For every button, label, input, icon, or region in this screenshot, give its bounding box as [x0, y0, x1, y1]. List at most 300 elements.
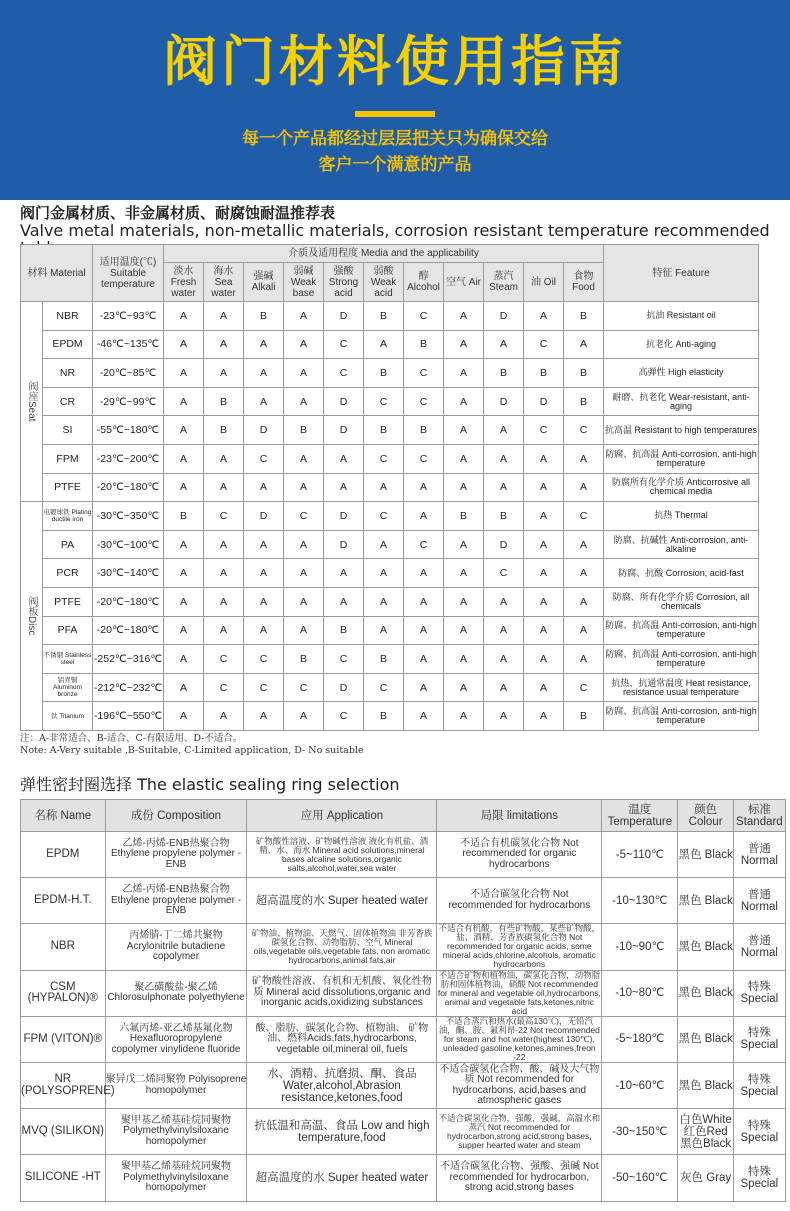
- rating-cell: B: [484, 359, 524, 388]
- rating-cell: A: [164, 302, 204, 331]
- seal-app: 抗低温和高温、食品 Low and high temperature,food: [247, 1109, 437, 1155]
- material-name: PTFE: [43, 473, 93, 502]
- rating-cell: A: [284, 473, 324, 502]
- title-underline: [355, 111, 435, 117]
- seal-name: NR (POLYSOPRENE): [21, 1062, 106, 1108]
- seal-temp: -10~80℃: [602, 970, 678, 1016]
- rating-cell: A: [564, 559, 604, 588]
- seal-name: MVQ (SILIKON): [21, 1109, 106, 1155]
- rating-cell: C: [484, 559, 524, 588]
- seal-name: EPDM: [21, 832, 106, 878]
- rating-cell: A: [164, 416, 204, 445]
- rating-cell: A: [524, 302, 564, 331]
- seal-name: NBR: [21, 924, 106, 970]
- seal-std: 普通 Normal: [733, 878, 785, 924]
- table-row: [21, 924, 786, 970]
- rating-cell: A: [164, 702, 204, 731]
- hero-subtitle-line2: 客户一个满意的产品: [318, 155, 472, 175]
- seal-header-3: 局限 limitations: [437, 800, 602, 832]
- rating-cell: A: [524, 616, 564, 645]
- rating-cell: A: [324, 473, 364, 502]
- feature-text: 抗油 Resistant oil: [604, 302, 759, 331]
- seal-header-5: 颜色 Colour: [678, 800, 733, 832]
- rating-cell: D: [324, 530, 364, 559]
- header-media-2: 强碱 Alkali: [244, 263, 284, 302]
- feature-text: 高弹性 High elasticity: [604, 359, 759, 388]
- rating-cell: D: [324, 673, 364, 702]
- seal-std: 特殊 Special: [733, 1016, 785, 1062]
- rating-cell: A: [244, 387, 284, 416]
- table-row: [21, 387, 759, 416]
- material-name: PA: [43, 530, 93, 559]
- rating-cell: A: [324, 559, 364, 588]
- feature-text: 防腐、抗酸 Corrosion, acid-fast: [604, 559, 759, 588]
- seal-temp: -5~180℃: [602, 1016, 678, 1062]
- seal-color: 黑色 Black: [678, 924, 733, 970]
- hero-subtitle-line1: 每一个产品都经过层层把关只为确保交给: [242, 129, 548, 149]
- rating-cell: A: [484, 473, 524, 502]
- header-media-9: 油 Oil: [524, 263, 564, 302]
- rating-cell: A: [164, 359, 204, 388]
- temperature-range: -23℃~200℃: [93, 444, 164, 473]
- material-name: PFA: [43, 616, 93, 645]
- header-media-5: 弱酸 Weak acid: [364, 263, 404, 302]
- rating-cell: D: [524, 387, 564, 416]
- rating-cell: A: [444, 473, 484, 502]
- rating-cell: C: [564, 502, 604, 531]
- rating-cell: A: [284, 702, 324, 731]
- table-row: [21, 302, 759, 331]
- seal-color: 黑色 Black: [678, 1062, 733, 1108]
- table2-title: 弹性密封圈选择 The elastic sealing ring selection: [20, 775, 400, 794]
- rating-cell: D: [324, 302, 364, 331]
- seal-comp: 乙烯-丙烯-ENB热聚合物 Ethylene propylene polymer -ENB: [105, 832, 247, 878]
- seal-color: 黑色 Black: [678, 878, 733, 924]
- rating-cell: A: [444, 416, 484, 445]
- rating-cell: A: [284, 302, 324, 331]
- rating-cell: D: [324, 416, 364, 445]
- rating-cell: A: [564, 645, 604, 674]
- rating-cell: C: [404, 530, 444, 559]
- hero-banner: [0, 0, 790, 200]
- rating-cell: A: [244, 473, 284, 502]
- rating-cell: D: [244, 416, 284, 445]
- header-media-8: 蒸汽 Steam: [484, 263, 524, 302]
- material-name: FPM: [43, 444, 93, 473]
- rating-cell: A: [204, 702, 244, 731]
- feature-text: 耐磨、抗老化 Wear-resistant, anti-aging: [604, 387, 759, 416]
- rating-cell: B: [364, 416, 404, 445]
- seal-name: SILICONE -HT: [21, 1155, 106, 1201]
- rating-cell: A: [524, 473, 564, 502]
- feature-text: 抗热 Thermal: [604, 502, 759, 531]
- temperature-range: -29℃~99℃: [93, 387, 164, 416]
- rating-cell: A: [204, 530, 244, 559]
- temperature-range: -20℃~85℃: [93, 359, 164, 388]
- table-row: [21, 970, 786, 1016]
- table-row: [21, 645, 759, 674]
- seal-lim: 不适合碳氢化合物、强酸、强碱 Not recommended for hydrocarbon, strong acid,strong bases: [437, 1155, 602, 1201]
- seal-temp: -10~90℃: [602, 924, 678, 970]
- seal-comp: 聚甲基乙烯基硅烷同聚物 Polymethylvinylsiloxane homopolymer: [105, 1155, 247, 1201]
- rating-cell: A: [524, 645, 564, 674]
- rating-cell: A: [404, 673, 444, 702]
- header-media-6: 醇 Alcohol: [404, 263, 444, 302]
- seal-color: 白色White 红色Red 黑色Black: [678, 1109, 733, 1155]
- rating-cell: A: [564, 444, 604, 473]
- rating-cell: A: [444, 530, 484, 559]
- rating-cell: A: [204, 330, 244, 359]
- feature-text: 抗高温 Resistant to high temperatures: [604, 416, 759, 445]
- rating-cell: A: [484, 616, 524, 645]
- seal-header-1: 成份 Composition: [105, 800, 247, 832]
- rating-cell: A: [164, 616, 204, 645]
- rating-cell: A: [164, 559, 204, 588]
- rating-cell: A: [524, 702, 564, 731]
- temperature-range: -30℃~100℃: [93, 530, 164, 559]
- rating-cell: A: [564, 530, 604, 559]
- rating-cell: A: [204, 473, 244, 502]
- rating-cell: C: [364, 444, 404, 473]
- rating-cell: A: [244, 616, 284, 645]
- header-media-3: 弱碱 Weak base: [284, 263, 324, 302]
- rating-cell: A: [244, 530, 284, 559]
- table-row: [21, 1109, 786, 1155]
- material-name: 钛 Titanium: [43, 702, 93, 731]
- rating-cell: A: [524, 673, 564, 702]
- seal-app: 酸、脂肪、碳氢化合物、植物油、 矿物油、燃料Acids,fats,hydrocarbons, vegetable oil,mineral oil, fuels: [247, 1016, 437, 1062]
- rating-cell: B: [444, 502, 484, 531]
- seal-color: 黑色 Black: [678, 832, 733, 878]
- header-material: 材料 Material: [21, 245, 93, 302]
- rating-cell: A: [204, 587, 244, 616]
- rating-cell: A: [244, 359, 284, 388]
- table-row: [21, 559, 759, 588]
- rating-cell: A: [204, 359, 244, 388]
- seal-std: 普通 Normal: [733, 832, 785, 878]
- rating-cell: C: [204, 645, 244, 674]
- rating-cell: A: [284, 359, 324, 388]
- rating-cell: A: [404, 559, 444, 588]
- seal-app: 水、酒精、抗磨损、酮、食品 Water,alcohol,Abrasion resistance,ketones,food: [247, 1062, 437, 1108]
- rating-cell: A: [444, 559, 484, 588]
- rating-cell: B: [564, 302, 604, 331]
- material-name: CR: [43, 387, 93, 416]
- rating-cell: A: [444, 587, 484, 616]
- seal-comp: 聚异戊二烯同聚物 Polyisoprene homopolymer: [105, 1062, 247, 1108]
- rating-cell: A: [164, 645, 204, 674]
- rating-cell: A: [404, 473, 444, 502]
- seal-app: 超高温度的水 Super heated water: [247, 1155, 437, 1201]
- seal-color: 黑色 Black: [678, 1016, 733, 1062]
- rating-cell: A: [284, 387, 324, 416]
- rating-cell: B: [284, 416, 324, 445]
- rating-cell: A: [244, 702, 284, 731]
- rating-cell: B: [484, 502, 524, 531]
- rating-cell: A: [204, 302, 244, 331]
- table-row: [21, 359, 759, 388]
- material-recommendation-table: [20, 244, 759, 731]
- rating-cell: B: [564, 387, 604, 416]
- group-seat: 阀座Seat: [21, 302, 43, 502]
- feature-text: 防腐、抗高温 Anti-corrosion, anti-high temperature: [604, 616, 759, 645]
- rating-cell: A: [404, 502, 444, 531]
- seal-comp: 聚甲基乙烯基硅烷同聚物 Polymethylvinylsiloxane homopolymer: [105, 1109, 247, 1155]
- rating-cell: C: [364, 502, 404, 531]
- feature-text: 防腐、抗高温 Anti-corrosion, anti-high temperature: [604, 702, 759, 731]
- seal-app: 超高温度的水 Super heated water: [247, 878, 437, 924]
- rating-cell: A: [284, 530, 324, 559]
- material-name: SI: [43, 416, 93, 445]
- rating-cell: A: [364, 559, 404, 588]
- table-row: [21, 330, 759, 359]
- rating-cell: A: [484, 702, 524, 731]
- rating-cell: C: [324, 645, 364, 674]
- header-media-1: 海水 Sea water: [204, 263, 244, 302]
- table-row: [21, 502, 759, 531]
- rating-cell: D: [324, 502, 364, 531]
- seal-temp: -10~130℃: [602, 878, 678, 924]
- rating-cell: A: [364, 530, 404, 559]
- table1-title-en: Valve metal materials, non-metallic materials, corrosion resistant temperature recommended: [20, 221, 770, 240]
- rating-cell: C: [284, 502, 324, 531]
- temperature-range: -55℃~180℃: [93, 416, 164, 445]
- rating-cell: A: [524, 502, 564, 531]
- rating-cell: A: [244, 330, 284, 359]
- rating-cell: A: [484, 587, 524, 616]
- rating-cell: A: [164, 444, 204, 473]
- rating-cell: B: [324, 616, 364, 645]
- rating-cell: A: [164, 387, 204, 416]
- rating-cell: C: [324, 702, 364, 731]
- rating-cell: A: [164, 530, 204, 559]
- seal-header-6: 标准 Standard: [733, 800, 785, 832]
- table-row: [21, 416, 759, 445]
- rating-cell: C: [524, 416, 564, 445]
- temperature-range: -196℃~550℃: [93, 702, 164, 731]
- rating-cell: B: [524, 359, 564, 388]
- rating-cell: B: [404, 416, 444, 445]
- rating-cell: A: [524, 559, 564, 588]
- seal-header-0: 名称 Name: [21, 800, 106, 832]
- seal-temp: -10~60℃: [602, 1062, 678, 1108]
- rating-cell: A: [164, 587, 204, 616]
- rating-cell: A: [444, 302, 484, 331]
- seal-color: 黑色 Black: [678, 970, 733, 1016]
- table-row: [21, 530, 759, 559]
- material-name: 电镀球铁 Plating ductile iron: [43, 502, 93, 531]
- rating-cell: A: [484, 645, 524, 674]
- seal-comp: 聚乙磺酸盐-聚乙烯 Chlorosulphonate polyethylene: [105, 970, 247, 1016]
- rating-cell: C: [204, 502, 244, 531]
- rating-cell: A: [444, 702, 484, 731]
- rating-cell: A: [404, 616, 444, 645]
- rating-cell: A: [444, 673, 484, 702]
- rating-cell: B: [364, 645, 404, 674]
- rating-cell: A: [164, 330, 204, 359]
- rating-cell: A: [524, 530, 564, 559]
- rating-cell: C: [324, 330, 364, 359]
- rating-cell: A: [564, 587, 604, 616]
- feature-text: 抗热、抗通常温度 Heat resistance, resistance usual temperature: [604, 673, 759, 702]
- seal-std: 特殊 Special: [733, 1109, 785, 1155]
- seal-temp: -50~160℃: [602, 1155, 678, 1201]
- table-row: [21, 673, 759, 702]
- header-feature: 特征 Feature: [604, 245, 759, 302]
- rating-cell: D: [484, 302, 524, 331]
- material-name: 不锈钢 Stainless steel: [43, 645, 93, 674]
- seal-lim: 不适合有机碳氢化合物 Not recommended for organic hydrocarbons: [437, 832, 602, 878]
- rating-cell: A: [244, 587, 284, 616]
- rating-cell: C: [244, 673, 284, 702]
- rating-cell: A: [284, 444, 324, 473]
- rating-cell: C: [324, 359, 364, 388]
- rating-cell: C: [404, 302, 444, 331]
- temperature-range: -20℃~180℃: [93, 473, 164, 502]
- seal-lim: 不适合矿物和植物油，碳氢化合物，动物脂肪和固体植物油，硝酸 Not recommended for mineral and vegetable oil,hydrocarbons, animal and vegetable fats,ketones,nitric acid: [437, 969, 601, 1016]
- rating-cell: A: [564, 330, 604, 359]
- rating-cell: B: [284, 645, 324, 674]
- temperature-range: -212℃~232℃: [93, 673, 164, 702]
- rating-cell: D: [484, 387, 524, 416]
- rating-cell: C: [564, 673, 604, 702]
- seal-lim: 不适合蒸汽和热水(最高130℃)，无铅汽油，酮、胺、氟利昂-22 Not recommended for steam and hot water(highest 130℃), unleaded gasoline,ketones,amines,freon -22: [438, 1015, 600, 1062]
- seal-name: FPM (VITON)®: [21, 1016, 106, 1062]
- temperature-range: -30℃~350℃: [93, 502, 164, 531]
- material-name: PTFE: [43, 587, 93, 616]
- rating-cell: A: [444, 359, 484, 388]
- header-media-4: 强酸 Strong acid: [324, 263, 364, 302]
- rating-cell: A: [524, 587, 564, 616]
- rating-cell: A: [564, 616, 604, 645]
- feature-text: 防腐、抗碱性 Anti-corrosion, anti-alkaline: [604, 530, 759, 559]
- rating-cell: A: [484, 416, 524, 445]
- rating-cell: D: [324, 387, 364, 416]
- rating-cell: C: [404, 444, 444, 473]
- rating-cell: C: [364, 673, 404, 702]
- rating-cell: B: [364, 302, 404, 331]
- group-disc: 阀板Disc: [21, 502, 43, 731]
- table-row: [21, 1155, 786, 1201]
- rating-cell: A: [404, 587, 444, 616]
- temperature-range: -20℃~180℃: [93, 587, 164, 616]
- material-name: EPDM: [43, 330, 93, 359]
- rating-cell: A: [164, 473, 204, 502]
- material-name: NBR: [43, 302, 93, 331]
- rating-cell: B: [404, 330, 444, 359]
- seal-comp: 丙烯腈-丁二烯共聚物 Acrylonitrile butadiene copolymer: [105, 924, 247, 970]
- rating-cell: A: [484, 673, 524, 702]
- temperature-range: -20℃~180℃: [93, 616, 164, 645]
- rating-cell: C: [404, 387, 444, 416]
- rating-cell: A: [364, 473, 404, 502]
- rating-cell: C: [564, 416, 604, 445]
- seal-lim: 不适合碳氢化合物，强酸，强碱，高温水和蒸汽 Not recommended for hydrocarbon,strong acid,strong bases, supper hearted water and steam: [437, 1109, 602, 1155]
- rating-cell: A: [404, 702, 444, 731]
- rating-cell: C: [364, 387, 404, 416]
- rating-cell: A: [244, 559, 284, 588]
- seal-name: EPDM-H.T.: [21, 878, 106, 924]
- rating-cell: B: [244, 302, 284, 331]
- feature-text: 防腐、抗高温 Anti-corrosion, anti-high temperature: [604, 645, 759, 674]
- table-row: [21, 587, 759, 616]
- table-row: [21, 702, 759, 731]
- rating-cell: A: [444, 444, 484, 473]
- rating-cell: A: [404, 645, 444, 674]
- table-row: [21, 444, 759, 473]
- page-title: 阀门材料使用指南: [163, 30, 627, 93]
- rating-cell: C: [244, 444, 284, 473]
- rating-cell: A: [284, 559, 324, 588]
- temperature-range: -30℃~140℃: [93, 559, 164, 588]
- rating-cell: C: [524, 330, 564, 359]
- header-temperature: 适用温度(℃) Suitable temperature: [93, 245, 164, 302]
- seal-app: 矿物油、植物油、天燃气、固体植物油 非芳香族碳氢化合物、动物脂肪、空气 Mineral oils,vegetable oils,vegetable fats, non aromatic hydrocarbons,animal fats,air: [247, 924, 437, 970]
- seal-name: CSM (HYPALON)®: [21, 970, 106, 1016]
- rating-cell: B: [164, 502, 204, 531]
- feature-text: 抗老化 Anti-aging: [604, 330, 759, 359]
- rating-cell: B: [204, 387, 244, 416]
- seal-color: 灰色 Gray: [678, 1155, 733, 1201]
- table-row: [21, 1062, 786, 1108]
- seal-std: 特殊 Special: [733, 1155, 785, 1201]
- table-row: [21, 832, 786, 878]
- rating-cell: B: [364, 359, 404, 388]
- rating-cell: A: [364, 330, 404, 359]
- rating-cell: B: [204, 416, 244, 445]
- seal-app: 矿物酸性溶液、矿物碱性溶液 液化有机盐、酒精、水、海水 Mineral acid solutions,mineral bases alcaline solutions,organic salts,alcohol,water,sea water: [247, 832, 437, 878]
- seal-header-4: 温度 Temperature: [602, 800, 678, 832]
- header-media-0: 淡水 Fresh water: [164, 263, 204, 302]
- rating-cell: A: [444, 387, 484, 416]
- temperature-range: -46℃~135℃: [93, 330, 164, 359]
- material-name: PCR: [43, 559, 93, 588]
- rating-cell: B: [564, 359, 604, 388]
- rating-cell: A: [444, 330, 484, 359]
- rating-cell: A: [204, 444, 244, 473]
- header-media: 介质及适用程度 Media and the applicability: [164, 245, 604, 263]
- material-name: NR: [43, 359, 93, 388]
- rating-cell: D: [244, 502, 284, 531]
- rating-cell: A: [364, 616, 404, 645]
- temperature-range: -252℃~316℃: [93, 645, 164, 674]
- seal-lim: 不适合碳氢化合物 Not recommended for hydrocarbons: [437, 878, 602, 924]
- rating-cell: C: [244, 645, 284, 674]
- rating-cell: A: [284, 616, 324, 645]
- rating-cell: C: [204, 673, 244, 702]
- rating-cell: A: [484, 330, 524, 359]
- feature-text: 防腐、抗高温 Anti-corrosion, anti-high temperature: [604, 444, 759, 473]
- rating-cell: A: [444, 645, 484, 674]
- feature-text: 防腐所有化学介质 Anticorrosive all chemical media: [604, 473, 759, 502]
- seal-comp: 六氟丙烯-亚乙烯基氟化物 Hexafluoropropylene copolymer vinylidene fluoride: [105, 1016, 247, 1062]
- rating-cell: A: [284, 587, 324, 616]
- legend-note-cn: 注：A-非常适合、B-适合、C-有限适用、D-不适合。: [20, 733, 243, 744]
- seal-header-2: 应用 Application: [247, 800, 437, 832]
- seal-temp: -30~150℃: [602, 1109, 678, 1155]
- legend-note-en: Note: A-Very suitable ,B-Suitable, C-Limited application, D- No suitable: [20, 745, 364, 756]
- rating-cell: A: [444, 616, 484, 645]
- rating-cell: A: [324, 587, 364, 616]
- seal-std: 普通 Normal: [733, 924, 785, 970]
- table-row: [21, 878, 786, 924]
- rating-cell: A: [564, 473, 604, 502]
- seal-temp: -5~110℃: [602, 832, 678, 878]
- rating-cell: A: [524, 444, 564, 473]
- rating-cell: A: [284, 330, 324, 359]
- material-name: 铝青铜 Aluminum bronze: [43, 673, 93, 702]
- seal-app: 矿物酸性溶液、有机和无机酸、氧化性物质 Mineral acid dissolutions,organic and inorganic acids,oxidizing substances: [247, 970, 437, 1016]
